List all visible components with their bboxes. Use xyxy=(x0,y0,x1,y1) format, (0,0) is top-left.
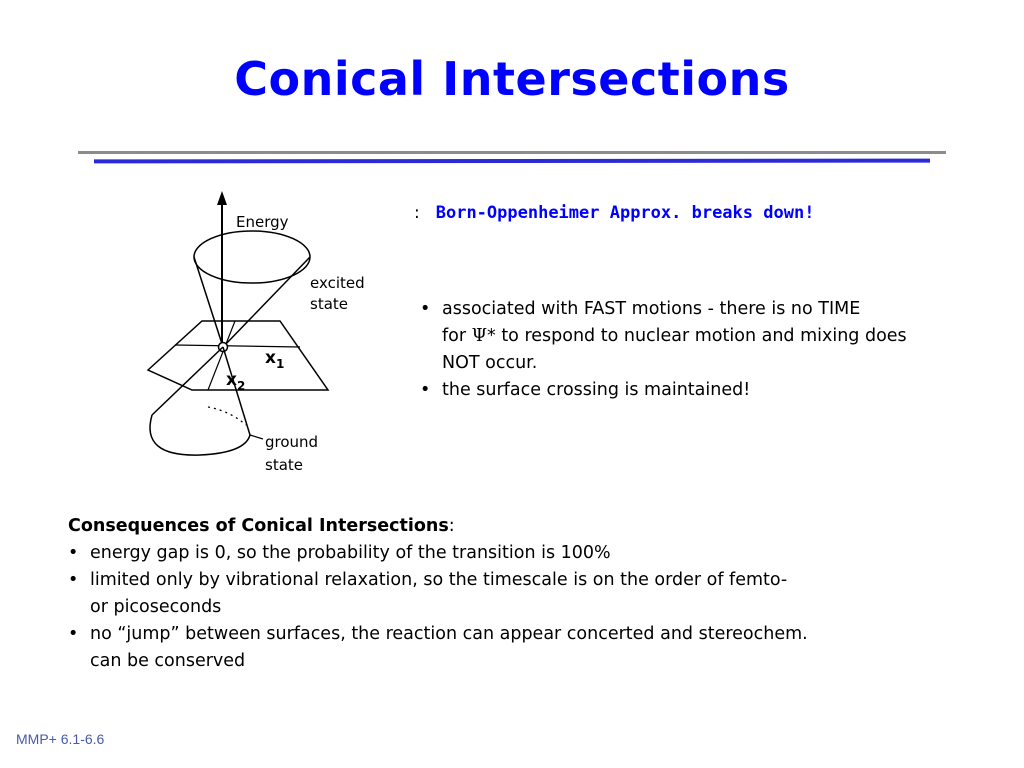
bullet-dot: • xyxy=(68,543,79,563)
consequences-heading: Consequences of Conical Intersections: xyxy=(68,516,455,536)
energy-axis-label: Energy xyxy=(236,213,289,231)
coord-x1-label: $x_1$ xyxy=(265,348,285,371)
consequence-line: or picoseconds xyxy=(90,597,222,617)
excited-label-line1: excited xyxy=(310,274,365,292)
psi-symbol: Ψ xyxy=(471,326,487,346)
upper-cone-right-edge xyxy=(223,257,310,347)
ground-label-line2: state xyxy=(265,456,303,474)
lower-cone-bowl xyxy=(150,415,250,455)
fast-motion-bullets xyxy=(420,296,1020,404)
title-divider-blue xyxy=(94,159,930,164)
ground-label-line1: ground xyxy=(265,433,319,451)
bullet-line: for Ψ* to respond to nuclear motion and mixing does xyxy=(442,326,907,346)
bullet-surface-crossing xyxy=(420,377,1020,404)
lower-cone-hidden-rim xyxy=(208,407,246,425)
bullet-dot: • xyxy=(420,380,431,400)
consequence-line: energy gap is 0, so the probability of the transition is 100% xyxy=(90,543,611,563)
plane-crossline-1 xyxy=(175,345,300,347)
title-divider-gray xyxy=(78,151,946,154)
consequence-item xyxy=(68,567,998,621)
consequence-line: no “jump” between surfaces, the reaction can appear concerted and stereochem. xyxy=(90,624,808,644)
bullet-dot: • xyxy=(420,299,431,319)
bullet-line: NOT occur. xyxy=(442,353,538,373)
bullet-fast-motions xyxy=(420,296,1020,377)
upper-cone-left-edge xyxy=(194,257,223,347)
slide-title: Conical Intersections xyxy=(234,52,790,106)
bullet-dot: • xyxy=(68,624,79,644)
consequence-line: limited only by vibrational relaxation, so the timescale is on the order of femto- xyxy=(90,570,788,590)
bo-statement xyxy=(414,203,814,223)
conical-intersection-diagram xyxy=(110,185,380,485)
consequence-item xyxy=(68,621,998,675)
consequence-line: can be conserved xyxy=(90,651,246,671)
coord-x2-label: $x_2$ xyxy=(226,370,246,393)
bo-colon: : xyxy=(414,203,420,223)
consequence-item xyxy=(68,540,998,567)
lower-cone-right-edge xyxy=(223,347,250,435)
consequences-section xyxy=(68,513,998,675)
bullet-dot: • xyxy=(68,570,79,590)
ground-label-leader xyxy=(250,435,263,439)
excited-label-line2: state xyxy=(310,295,348,313)
footer-reference: MMP+ 6.1-6.6 xyxy=(16,731,105,747)
bullet-line: associated with FAST motions - there is no TIME xyxy=(442,299,861,319)
energy-axis-arrowhead xyxy=(217,191,227,205)
bullet-line: the surface crossing is maintained! xyxy=(442,380,751,400)
bo-statement-text: Born-Oppenheimer Approx. breaks down! xyxy=(435,203,815,223)
